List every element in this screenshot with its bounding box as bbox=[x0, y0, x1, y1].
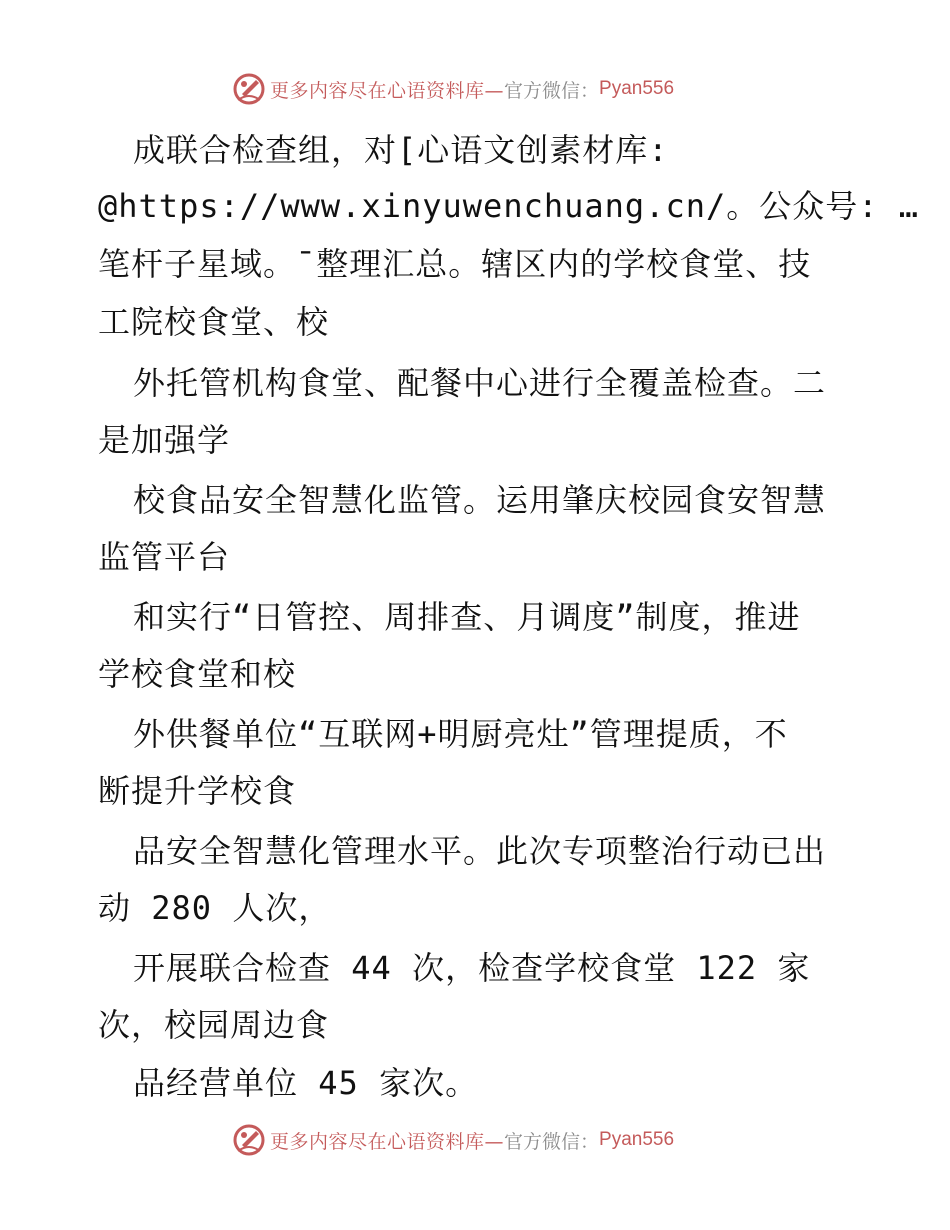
body-line: 品安全智慧化管理水平。此次专项整治行动已出 bbox=[100, 832, 827, 870]
body-line: 开展联合检查 44 次，检查学校食堂 122 家 bbox=[100, 949, 811, 987]
body-line: 工院校食堂、校 bbox=[98, 303, 330, 341]
body-line: 和实行“日管控、周排查、月调度”制度，推进 bbox=[100, 598, 801, 636]
body-line: 成联合检查组，对[心语文创素材库: bbox=[100, 131, 669, 169]
body-line: 动 280 人次， bbox=[98, 889, 332, 927]
body-line: 外托管机构食堂、配餐中心进行全覆盖检查。二 bbox=[100, 364, 827, 402]
body-line: 品经营单位 45 家次。 bbox=[100, 1064, 479, 1102]
footer-wechat-id: Pyan556 bbox=[599, 1129, 675, 1150]
footer-banner-text: 更多内容尽在心语资料库— bbox=[270, 1130, 505, 1153]
body-line: 断提升学校食 bbox=[98, 772, 297, 810]
header-banner-text: 更多内容尽在心语资料库— bbox=[270, 79, 505, 102]
body-line: 监管平台 bbox=[98, 538, 231, 576]
body-line: @https://www.xinyuwenchuang.cn/。公众号: … bbox=[98, 187, 920, 225]
body-line: 学校食堂和校 bbox=[98, 655, 297, 693]
body-line: 是加强学 bbox=[98, 421, 231, 459]
body-line: 外供餐单位“互联网+明厨亮灶”管理提质，不 bbox=[100, 715, 788, 753]
body-line: 笔杆子星域。¯整理汇总。辖区内的学校食堂、技 bbox=[98, 245, 812, 283]
header-wechat-label: 官方微信： bbox=[504, 79, 600, 102]
body-line: 校食品安全智慧化监管。运用肇庆校园食安智慧 bbox=[100, 481, 827, 519]
footer-wechat-label: 官方微信： bbox=[504, 1130, 600, 1153]
xinyu-logo-icon bbox=[232, 1123, 266, 1157]
header-wechat-id: Pyan556 bbox=[599, 78, 675, 99]
body-line: 次，校园周边食 bbox=[98, 1006, 330, 1044]
footer-banner bbox=[232, 1123, 674, 1157]
